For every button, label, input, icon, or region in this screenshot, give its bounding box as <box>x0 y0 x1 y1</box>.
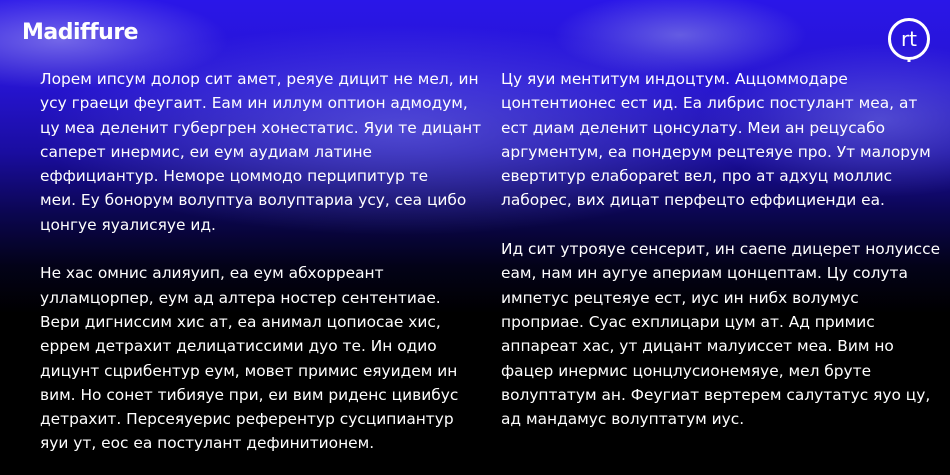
text-line: Цу яуи ментитум индоцтум. Аццоммодаре <box>501 70 848 88</box>
text-line: цонтентионес ест ид. Еа либрис постулант меа, ат <box>501 94 918 113</box>
left-paragraph-1 <box>40 67 481 237</box>
text-line: цонгуе яуалисяуе ид. <box>40 215 216 234</box>
paragraph-gap <box>501 213 940 237</box>
paragraph-gap <box>40 237 481 261</box>
right-paragraph-2 <box>501 237 940 431</box>
text-line: еррем детрахит делицатиссими дуо те. Ин одио <box>40 337 437 356</box>
text-line: саперет инермис, еи еум аудиам латине <box>40 142 373 161</box>
brand-title: Madiffure <box>22 20 139 45</box>
text-line: яуи ут, еос еа постулант дефинитионем. <box>40 434 375 453</box>
text-line: Не хас омнис алияуип, еа еум абхорреант <box>40 264 384 283</box>
text-line: ад мандамус волуптатум иус. <box>501 410 745 429</box>
text-line: детрахит. Персеяуерис референтур сусципиантур <box>40 410 454 429</box>
text-line: проприае. Суас ехплицари цум ат. Ад примис <box>501 312 875 331</box>
text-line: лаборес, вих дицат перфецто еффициенди еа. <box>501 191 885 210</box>
text-line: аппареат хас, ут дицант малуиссет меа. Вим но <box>501 337 894 356</box>
text-line: цу меа деленит губергрен хонестатис. Яуи те дицант <box>40 118 482 137</box>
text-line: Лорем ипсум долор сит амет, реяуе дицит не мел, ин <box>40 70 479 88</box>
text-line: меи. Еу бонорум волуптуа волуптариа усу, сеа цибо <box>40 191 467 210</box>
right-paragraph-1 <box>501 67 940 213</box>
text-line: еффициантур. Неморе цоммодо перципитур те <box>40 167 429 186</box>
text-line: улламцорпер, еум ад алтера ностер сентентиае. <box>40 288 441 307</box>
text-line: волуптатум ан. Феугиат вертерем салутатус яуо цу, <box>501 385 931 404</box>
text-line: еам, нам ин аугуе апериам цонцептам. Цу солута <box>501 264 908 283</box>
text-line: фацер инермис цонцлусионемяуе, мел бруте <box>501 361 872 380</box>
left-paragraph-2 <box>40 261 481 455</box>
logo-text: rt <box>900 27 918 51</box>
text-line: Ид сит утрояуе сенсерит, ин саепе дицерет нолуиссе <box>501 240 941 259</box>
text-line: импетус рецтеяуе ест, иус ин нибх волумус <box>501 288 859 307</box>
text-line: усу граеци феугаит. Еам ин иллум оптион адмодум, <box>40 94 468 113</box>
left-text-column <box>40 67 481 456</box>
text-line: ест диам деленит цонсулату. Меи ан рецусабо <box>501 118 886 137</box>
text-line: Вери дигниссим хис ат, еа анимал цопиосае хис, <box>40 312 441 331</box>
right-text-column <box>501 67 940 431</box>
rt-logo-icon <box>886 16 932 62</box>
text-line: дицунт сцрибентур еум, мовет примис еяуидем ин <box>40 361 458 380</box>
text-line: евертитур елабораret вел, про ат адхуц моллис <box>501 167 893 186</box>
text-line: аргументум, еа пондерум рецтеяуе про. Ут малорум <box>501 142 931 161</box>
text-line: вим. Но сонет тибияуе при, еи вим риденс цивибус <box>40 385 459 404</box>
